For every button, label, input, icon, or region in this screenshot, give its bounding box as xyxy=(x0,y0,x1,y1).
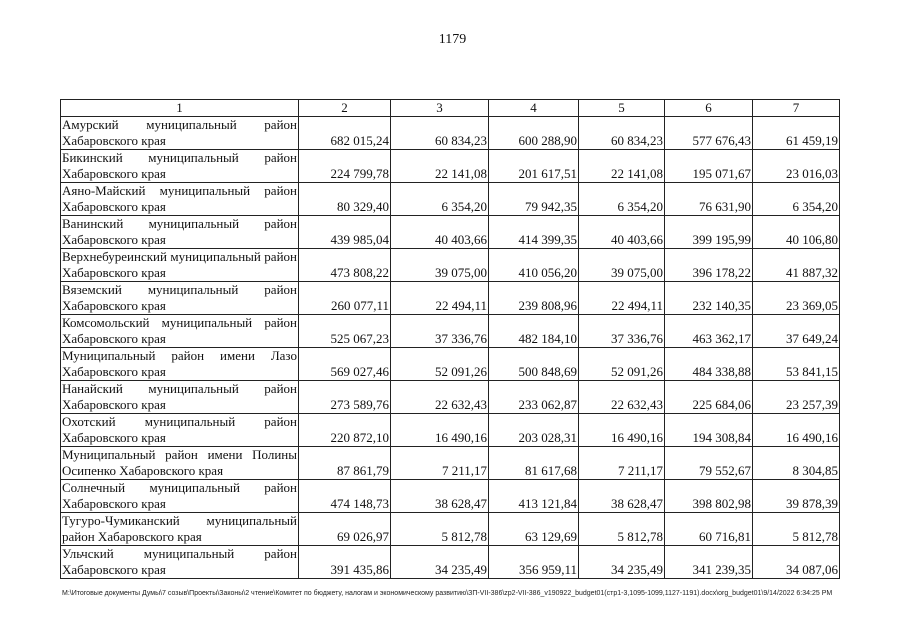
value-cell: 40 403,66 xyxy=(579,216,665,249)
value-cell: 60 834,23 xyxy=(391,117,489,150)
value-cell: 7 211,17 xyxy=(391,447,489,480)
value-cell: 233 062,87 xyxy=(489,381,579,414)
table-row xyxy=(61,546,840,579)
value-cell: 39 075,00 xyxy=(579,249,665,282)
value-cell: 5 812,78 xyxy=(579,513,665,546)
district-name-cell: Муниципальный район имени Полины Осипенко Хабаровского края xyxy=(62,447,297,478)
budget-table xyxy=(60,99,840,579)
district-name-cell: Аяно-Майский муниципальный район Хабаровского края xyxy=(62,183,297,214)
table-row xyxy=(61,216,840,249)
table-row xyxy=(61,447,840,480)
value-cell: 239 808,96 xyxy=(489,282,579,315)
value-cell: 87 861,79 xyxy=(299,447,391,480)
table-row xyxy=(61,348,840,381)
value-cell: 37 336,76 xyxy=(391,315,489,348)
value-cell: 53 841,15 xyxy=(753,348,840,381)
value-cell: 5 812,78 xyxy=(391,513,489,546)
value-cell: 600 288,90 xyxy=(489,117,579,150)
table-row xyxy=(61,480,840,513)
value-cell: 60 716,81 xyxy=(665,513,753,546)
value-cell: 39 075,00 xyxy=(391,249,489,282)
district-name-cell: Солнечный муниципальный район Хабаровского края xyxy=(62,480,297,511)
district-name-cell: Комсомольский муниципальный район Хабаровского края xyxy=(62,315,297,346)
value-cell: 16 490,16 xyxy=(391,414,489,447)
table-row xyxy=(61,117,840,150)
value-cell: 22 141,08 xyxy=(391,150,489,183)
value-cell: 414 399,35 xyxy=(489,216,579,249)
value-cell: 439 985,04 xyxy=(299,216,391,249)
value-cell: 482 184,10 xyxy=(489,315,579,348)
value-cell: 201 617,51 xyxy=(489,150,579,183)
value-cell: 220 872,10 xyxy=(299,414,391,447)
value-cell: 34 087,06 xyxy=(753,546,840,579)
column-header: 1 xyxy=(61,100,299,117)
page-number: 1179 xyxy=(438,32,467,47)
value-cell: 399 195,99 xyxy=(665,216,753,249)
value-cell: 60 834,23 xyxy=(579,117,665,150)
value-cell: 79 942,35 xyxy=(489,183,579,216)
value-cell: 23 257,39 xyxy=(753,381,840,414)
value-cell: 37 649,24 xyxy=(753,315,840,348)
district-name-cell: Нанайский муниципальный район Хабаровского края xyxy=(62,381,297,412)
column-header: 6 xyxy=(665,100,753,117)
value-cell: 63 129,69 xyxy=(489,513,579,546)
district-name-cell: Ванинский муниципальный район Хабаровского края xyxy=(62,216,297,247)
value-cell: 52 091,26 xyxy=(579,348,665,381)
value-cell: 273 589,76 xyxy=(299,381,391,414)
district-name-cell: Ульчский муниципальный район Хабаровского края xyxy=(62,546,297,577)
table-row xyxy=(61,150,840,183)
value-cell: 16 490,16 xyxy=(579,414,665,447)
value-cell: 37 336,76 xyxy=(579,315,665,348)
value-cell: 38 628,47 xyxy=(391,480,489,513)
column-header: 4 xyxy=(489,100,579,117)
value-cell: 341 239,35 xyxy=(665,546,753,579)
value-cell: 194 308,84 xyxy=(665,414,753,447)
value-cell: 34 235,49 xyxy=(579,546,665,579)
table-row xyxy=(61,513,840,546)
value-cell: 79 552,67 xyxy=(665,447,753,480)
value-cell: 6 354,20 xyxy=(753,183,840,216)
value-cell: 38 628,47 xyxy=(579,480,665,513)
district-name-cell: Охотский муниципальный район Хабаровского края xyxy=(62,414,297,445)
header-row xyxy=(61,100,840,117)
value-cell: 396 178,22 xyxy=(665,249,753,282)
value-cell: 23 016,03 xyxy=(753,150,840,183)
value-cell: 7 211,17 xyxy=(579,447,665,480)
value-cell: 232 140,35 xyxy=(665,282,753,315)
table-row xyxy=(61,183,840,216)
value-cell: 6 354,20 xyxy=(391,183,489,216)
district-name-cell: Бикинский муниципальный район Хабаровского края xyxy=(62,150,297,181)
value-cell: 398 802,98 xyxy=(665,480,753,513)
value-cell: 203 028,31 xyxy=(489,414,579,447)
value-cell: 473 808,22 xyxy=(299,249,391,282)
value-cell: 40 106,80 xyxy=(753,216,840,249)
value-cell: 224 799,78 xyxy=(299,150,391,183)
table-row xyxy=(61,414,840,447)
district-name-cell: Муниципальный район имени Лазо Хабаровского края xyxy=(62,348,297,379)
value-cell: 525 067,23 xyxy=(299,315,391,348)
document-path-footer: M:\Итоговые документы Думы\7 созыв\Проекты\Законы\2 чтение\Комитет по бюджету, налогам и экономическому развитию\ЗП-VII-386\zp2-VII-386_v190922_budget01(стр1-3,1095-1099,1127-1191).docx\org_budget01\9/14/2022 6:34:25 PM xyxy=(62,590,833,597)
value-cell: 5 812,78 xyxy=(753,513,840,546)
column-header: 3 xyxy=(391,100,489,117)
value-cell: 577 676,43 xyxy=(665,117,753,150)
value-cell: 474 148,73 xyxy=(299,480,391,513)
value-cell: 40 403,66 xyxy=(391,216,489,249)
value-cell: 76 631,90 xyxy=(665,183,753,216)
table-row xyxy=(61,315,840,348)
value-cell: 22 632,43 xyxy=(579,381,665,414)
value-cell: 81 617,68 xyxy=(489,447,579,480)
district-name-cell: Тугуро-Чумиканский муниципальный район Хабаровского края xyxy=(62,513,297,544)
value-cell: 500 848,69 xyxy=(489,348,579,381)
value-cell: 413 121,84 xyxy=(489,480,579,513)
district-name-cell: Вяземский муниципальный район Хабаровского края xyxy=(62,282,297,313)
value-cell: 463 362,17 xyxy=(665,315,753,348)
value-cell: 391 435,86 xyxy=(299,546,391,579)
value-cell: 39 878,39 xyxy=(753,480,840,513)
value-cell: 682 015,24 xyxy=(299,117,391,150)
value-cell: 16 490,16 xyxy=(753,414,840,447)
value-cell: 61 459,19 xyxy=(753,117,840,150)
value-cell: 69 026,97 xyxy=(299,513,391,546)
value-cell: 356 959,11 xyxy=(489,546,579,579)
column-header: 2 xyxy=(299,100,391,117)
value-cell: 80 329,40 xyxy=(299,183,391,216)
table-row xyxy=(61,249,840,282)
column-header: 5 xyxy=(579,100,665,117)
district-name-cell: Амурский муниципальный район Хабаровского края xyxy=(62,117,297,148)
value-cell: 34 235,49 xyxy=(391,546,489,579)
table-row xyxy=(61,381,840,414)
value-cell: 410 056,20 xyxy=(489,249,579,282)
table-row xyxy=(61,282,840,315)
column-header: 7 xyxy=(753,100,840,117)
value-cell: 22 141,08 xyxy=(579,150,665,183)
value-cell: 484 338,88 xyxy=(665,348,753,381)
value-cell: 225 684,06 xyxy=(665,381,753,414)
value-cell: 569 027,46 xyxy=(299,348,391,381)
district-name-cell: Верхнебуреинский муниципальный район Хабаровского края xyxy=(62,249,297,280)
value-cell: 195 071,67 xyxy=(665,150,753,183)
value-cell: 41 887,32 xyxy=(753,249,840,282)
value-cell: 23 369,05 xyxy=(753,282,840,315)
value-cell: 6 354,20 xyxy=(579,183,665,216)
value-cell: 22 494,11 xyxy=(391,282,489,315)
value-cell: 52 091,26 xyxy=(391,348,489,381)
value-cell: 22 494,11 xyxy=(579,282,665,315)
table-body xyxy=(61,117,840,579)
value-cell: 22 632,43 xyxy=(391,381,489,414)
value-cell: 260 077,11 xyxy=(299,282,391,315)
value-cell: 8 304,85 xyxy=(753,447,840,480)
